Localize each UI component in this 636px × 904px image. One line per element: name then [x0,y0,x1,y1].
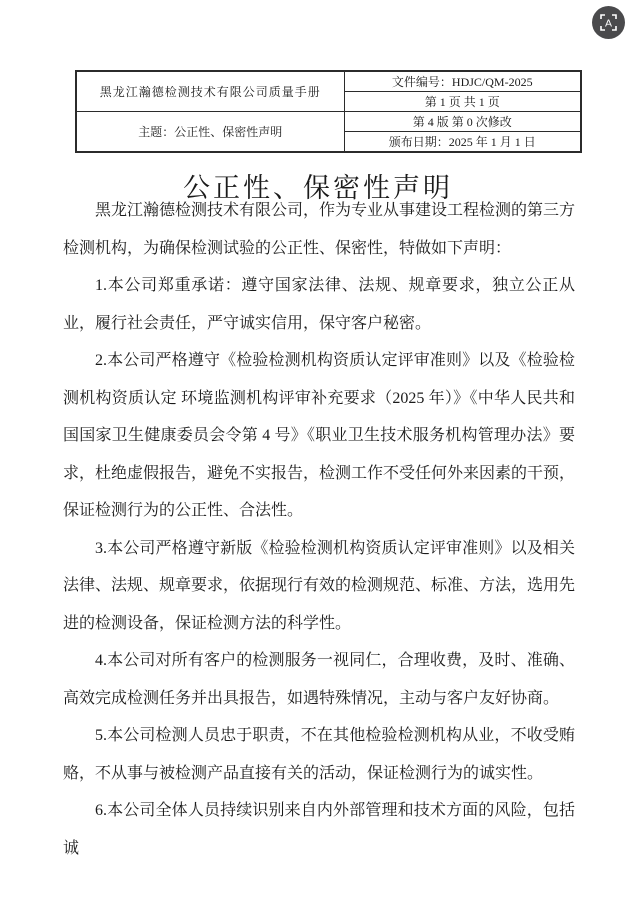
paragraph: 4.本公司对所有客户的检测服务一视同仁，合理收费，及时、准确、高效完成检测任务并出具报告，如遇特殊情况，主动与客户友好协商。 [63,652,575,707]
page-title: 公正性、保密性声明 [183,173,453,203]
paragraph: 1.本公司郑重承诺：遵守国家法律、法规、规章要求，独立公正从业，履行社会责任，严守诚实信用，保守客户秘密。 [63,277,575,332]
table-row [76,112,581,132]
version-info-cell: 第 4 版 第 0 次修改 [344,112,581,132]
doc-number-cell: 文件编号：HDJC/QM-2025 [344,71,581,92]
paragraph: 5.本公司检测人员忠于职责，不在其他检验检测机构从业，不收受贿赂，不从事与被检测产品直接有关的活动，保证检测行为的诚实性。 [63,727,575,782]
text-recognition-icon [599,13,618,32]
ocr-button[interactable] [592,6,625,39]
paragraph: 2.本公司严格遵守《检验检测机构资质认定评审准则》以及《检验检测机构资质认定 环境监测机构评审补充要求（2025 年）》《中华人民共和国国家卫生健康委员会令第 4 号》《职业卫生技术服务机构管理办法》要求，杜绝虚假报告，避免不实报告，检测工作不受任何外来因素的干预，保证检测行为的公正性、合法性。 [63,352,576,519]
document-body [63,192,575,867]
issue-date-cell: 颁布日期：2025 年 1 月 1 日 [344,132,581,153]
paragraph: 6.本公司全体人员持续识别来自内外部管理和技术方面的风险，包括诚 [63,802,575,857]
subject-cell: 主题：公正性、保密性声明 [76,112,344,153]
page-info-cell: 第 1 页 共 1 页 [344,92,581,112]
svg-text:A: A [604,17,613,30]
paragraph: 黑龙江瀚德检测技术有限公司，作为专业从事建设工程检测的第三方检测机构，为确保检测试验的公正性、保密性，特做如下声明： [63,202,576,257]
paragraph: 3.本公司严格遵守新版《检验检测机构资质认定评审准则》以及相关法律、法规、规章要求，依据现行有效的检测规范、标准、方法，选用先进的检测设备，保证检测方法的科学性。 [63,539,576,632]
table-row [76,71,581,92]
document-header-table [75,70,582,153]
company-title-cell: 黑龙江瀚德检测技术有限公司质量手册 [76,71,344,112]
